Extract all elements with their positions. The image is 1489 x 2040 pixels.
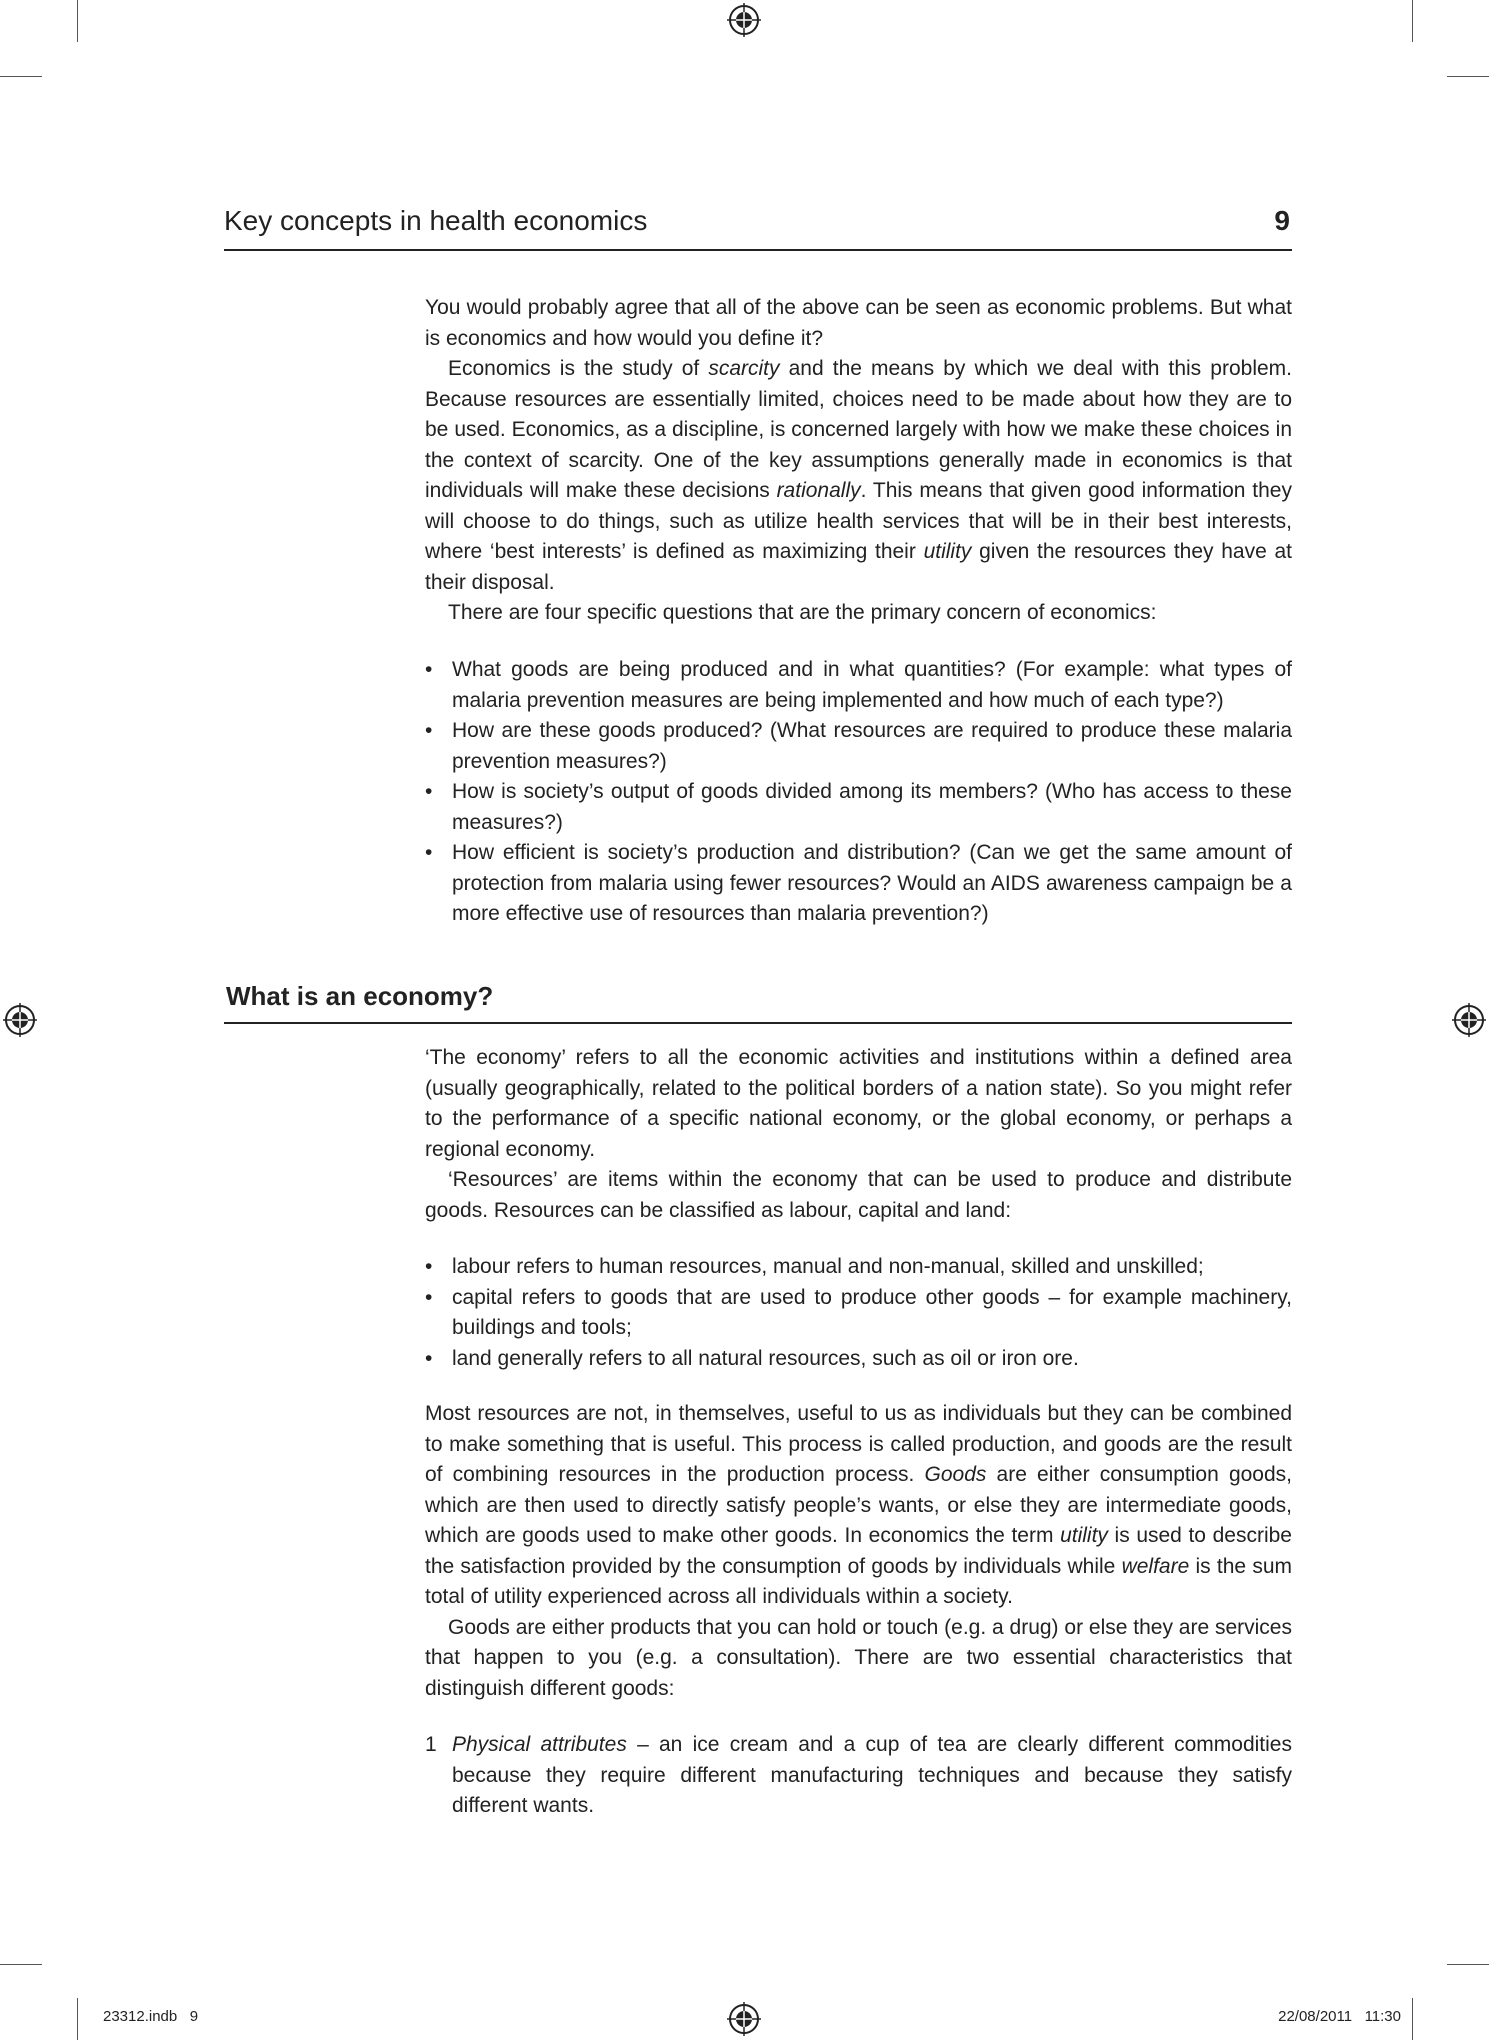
text-run: Most resources are not, in themselves, useful to us as individuals but they can be combined to make something that is useful. This process is called production, and goods are the result of combining resources in the production process. — [425, 1402, 1292, 1486]
economy-paragraph: ‘The economy’ refers to all the economic activities and institutions within a defined area (usually geographically, related to the political borders of a nation state). So you might refer to the performance of a specific national economy, or the global economy, or perhaps a regional economy. — [425, 1046, 1292, 1161]
registration-mark-icon — [727, 2002, 761, 2036]
registration-mark-icon — [3, 1003, 37, 1037]
crop-mark — [77, 1998, 78, 2040]
questions-list — [425, 655, 1292, 930]
bullet: • — [425, 658, 433, 681]
characteristic-term: Physical attributes — [452, 1733, 627, 1756]
text-run: . This means that given good information they will choose to do things, such as utilize health services that will be in their best interests, where ‘best interests’ is defined as maximizing their — [425, 479, 1292, 563]
resources-list — [425, 1252, 1292, 1374]
footer-file-info: 23312.indb 9 — [103, 2008, 199, 2025]
text-run: is used to describe the satisfaction provided by the consumption of goods by individuals while — [425, 1524, 1292, 1578]
emphasis-scarcity: scarcity — [708, 357, 780, 380]
emphasis-utility: utility — [923, 540, 972, 563]
intro-paragraph: There are four specific questions that are the primary concern of economics: — [448, 601, 1157, 624]
bullet: • — [425, 1285, 433, 1309]
intro-text — [425, 293, 1292, 629]
list-item — [425, 1252, 1292, 1283]
list-item — [425, 1730, 1292, 1822]
page-number: 9 — [1274, 205, 1290, 236]
registration-mark-icon — [1452, 1003, 1486, 1037]
list-item — [425, 655, 1292, 716]
footer-timestamp: 22/08/2011 11:30 — [1278, 2008, 1401, 2025]
text-run: given the resources they have at their disposal. — [425, 540, 1292, 594]
intro-paragraph: You would probably agree that all of the above can be seen as economic problems. But what is economics and how would you define it? — [425, 296, 1292, 350]
crop-mark — [0, 1964, 42, 1965]
list-item — [425, 1344, 1292, 1375]
list-item-text: How is society’s output of goods divided among its members? (Who has access to these measures?) — [452, 780, 1292, 834]
goods-paragraph — [425, 1399, 1292, 1613]
section-title: What is an economy? — [226, 981, 494, 1011]
crop-mark — [1447, 76, 1489, 77]
list-item-text: How efficient is society’s production and distribution? (Can we get the same amount of protection from malaria using fewer resources? Would an AIDS awareness campaign be a more effective use of resources than malaria prevention?) — [452, 841, 1292, 925]
bullet: • — [425, 780, 433, 803]
text-run: is the sum total of utility experienced across all individuals within a society. — [425, 1554, 1292, 1608]
bullet: • — [425, 1346, 433, 1370]
emphasis-welfare: welfare — [1121, 1554, 1190, 1578]
goods-text — [425, 1399, 1292, 1704]
emphasis-rationally: rationally — [776, 479, 861, 502]
characteristics-list — [425, 1730, 1292, 1822]
list-item-text: capital refers to goods that are used to produce other goods – for example machinery, buildings and tools; — [452, 1285, 1292, 1339]
crop-mark — [1412, 1998, 1413, 2040]
list-item-text: How are these goods produced? (What resources are required to produce these malaria prevention measures?) — [452, 719, 1292, 773]
list-item — [425, 838, 1292, 930]
list-item-text: What goods are being produced and in what quantities? (For example: what types of malaria prevention measures are being implemented and how much of each type?) — [452, 658, 1292, 712]
registration-mark-icon — [727, 3, 761, 37]
economy-text — [425, 1043, 1292, 1226]
intro-paragraph-scarcity — [425, 354, 1292, 598]
bullet: • — [425, 841, 433, 864]
list-item-text: land generally refers to all natural resources, such as oil or iron ore. — [452, 1346, 1079, 1370]
crop-mark — [0, 76, 42, 77]
crop-mark — [77, 0, 78, 42]
section-heading — [224, 978, 1292, 1024]
running-title: Key concepts in health economics — [224, 205, 648, 236]
crop-mark — [1412, 0, 1413, 42]
list-item — [425, 1283, 1292, 1344]
list-item-text: labour refers to human resources, manual and non-manual, skilled and unskilled; — [452, 1255, 1204, 1278]
text-run: are either consumption goods, which are then used to directly satisfy people’s wants, or else they are intermediate goods, which are goods used to make other goods. In economics the term — [425, 1463, 1292, 1547]
running-head — [224, 203, 1292, 251]
text-run: and the means by which we deal with this problem. Because resources are essentially limited, choices need to be made about how they are to be used. Economics, as a discipline, is concerned largely with how we make these choices in the context of scarcity. One of the key assumptions generally made in economics is that individuals will make these decisions — [425, 357, 1292, 502]
list-number: 1 — [425, 1733, 437, 1756]
emphasis-goods: Goods — [924, 1463, 987, 1486]
goods-paragraph: Goods are either products that you can hold or touch (e.g. a drug) or else they are services that happen to you (e.g. a consultation). There are two essential characteristics that distinguish different goods: — [425, 1615, 1292, 1700]
list-item — [425, 777, 1292, 838]
list-item-text: – an ice cream and a cup of tea are clearly different commodities because they require different manufacturing techniques and because they satisfy different wants. — [452, 1733, 1292, 1817]
text-run: Economics is the study of — [448, 357, 709, 380]
crop-mark — [1447, 1964, 1489, 1965]
bullet: • — [425, 1255, 433, 1278]
emphasis-utility: utility — [1060, 1524, 1108, 1547]
list-item — [425, 716, 1292, 777]
bullet: • — [425, 719, 433, 742]
economy-paragraph: ‘Resources’ are items within the economy that can be used to produce and distribute goods. Resources can be classified as labour, capital and land: — [425, 1168, 1292, 1222]
